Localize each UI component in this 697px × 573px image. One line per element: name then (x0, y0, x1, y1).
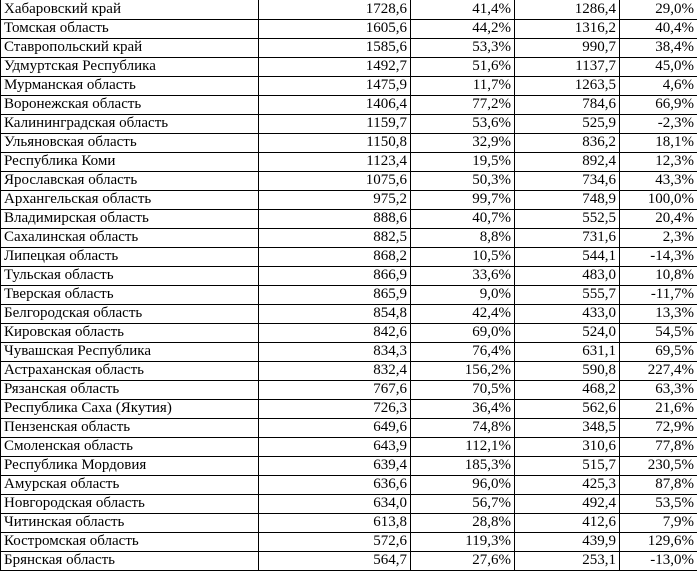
percent-1-cell: 99,7% (411, 190, 515, 209)
percent-1-cell: 76,4% (411, 342, 515, 361)
value-2-cell: 525,9 (515, 114, 620, 133)
percent-2-cell: 63,3% (620, 380, 697, 399)
value-2-cell: 412,6 (515, 513, 620, 532)
table-row (1, 38, 697, 57)
value-2-cell: 492,4 (515, 494, 620, 513)
table-row (1, 551, 697, 570)
percent-1-cell: 11,7% (411, 76, 515, 95)
table-row (1, 152, 697, 171)
percent-1-cell: 42,4% (411, 304, 515, 323)
percent-1-cell: 69,0% (411, 323, 515, 342)
value-2-cell: 310,6 (515, 437, 620, 456)
region-name-cell: Смоленская область (1, 437, 259, 456)
value-1-cell: 1605,6 (259, 19, 411, 38)
value-1-cell: 767,6 (259, 380, 411, 399)
region-name-cell: Владимирская область (1, 209, 259, 228)
value-2-cell: 524,0 (515, 323, 620, 342)
percent-1-cell: 33,6% (411, 266, 515, 285)
percent-2-cell: 18,1% (620, 133, 697, 152)
percent-1-cell: 44,2% (411, 19, 515, 38)
region-name-cell: Липецкая область (1, 247, 259, 266)
table-row (1, 418, 697, 437)
percent-1-cell: 32,9% (411, 133, 515, 152)
table-row (1, 266, 697, 285)
table-row (1, 95, 697, 114)
value-1-cell: 842,6 (259, 323, 411, 342)
percent-2-cell: -2,3% (620, 114, 697, 133)
value-2-cell: 892,4 (515, 152, 620, 171)
percent-1-cell: 41,4% (411, 0, 515, 19)
value-2-cell: 433,0 (515, 304, 620, 323)
table-row (1, 437, 697, 456)
percent-2-cell: -13,0% (620, 551, 697, 570)
region-name-cell: Кировская область (1, 323, 259, 342)
region-name-cell: Ставропольский край (1, 38, 259, 57)
region-name-cell: Ульяновская область (1, 133, 259, 152)
table-row (1, 171, 697, 190)
percent-2-cell: 66,9% (620, 95, 697, 114)
region-name-cell: Республика Саха (Якутия) (1, 399, 259, 418)
value-1-cell: 1492,7 (259, 57, 411, 76)
table-row (1, 513, 697, 532)
value-2-cell: 515,7 (515, 456, 620, 475)
region-name-cell: Белгородская область (1, 304, 259, 323)
percent-1-cell: 74,8% (411, 418, 515, 437)
table-row (1, 57, 697, 76)
region-name-cell: Хабаровский край (1, 0, 259, 19)
value-2-cell: 734,6 (515, 171, 620, 190)
percent-2-cell: 4,6% (620, 76, 697, 95)
region-name-cell: Пензенская область (1, 418, 259, 437)
table-row (1, 133, 697, 152)
percent-2-cell: 2,3% (620, 228, 697, 247)
percent-2-cell: 53,5% (620, 494, 697, 513)
percent-1-cell: 70,5% (411, 380, 515, 399)
value-2-cell: 631,1 (515, 342, 620, 361)
percent-2-cell: -11,7% (620, 285, 697, 304)
region-name-cell: Республика Мордовия (1, 456, 259, 475)
value-1-cell: 866,9 (259, 266, 411, 285)
percent-1-cell: 53,6% (411, 114, 515, 133)
region-name-cell: Новгородская область (1, 494, 259, 513)
percent-2-cell: 20,4% (620, 209, 697, 228)
value-2-cell: 544,1 (515, 247, 620, 266)
table-row (1, 0, 697, 19)
value-1-cell: 882,5 (259, 228, 411, 247)
percent-2-cell: 72,9% (620, 418, 697, 437)
percent-2-cell: 43,3% (620, 171, 697, 190)
value-1-cell: 639,4 (259, 456, 411, 475)
percent-2-cell: 87,8% (620, 475, 697, 494)
table-row (1, 361, 697, 380)
table-row (1, 399, 697, 418)
table-row (1, 532, 697, 551)
percent-2-cell: 38,4% (620, 38, 697, 57)
value-2-cell: 731,6 (515, 228, 620, 247)
percent-2-cell: 21,6% (620, 399, 697, 418)
percent-1-cell: 10,5% (411, 247, 515, 266)
region-name-cell: Ярославская область (1, 171, 259, 190)
region-name-cell: Тульская область (1, 266, 259, 285)
table-row (1, 380, 697, 399)
table-row (1, 76, 697, 95)
value-1-cell: 868,2 (259, 247, 411, 266)
percent-2-cell: 54,5% (620, 323, 697, 342)
region-name-cell: Рязанская область (1, 380, 259, 399)
value-2-cell: 468,2 (515, 380, 620, 399)
value-1-cell: 1406,4 (259, 95, 411, 114)
value-1-cell: 865,9 (259, 285, 411, 304)
table-row (1, 114, 697, 133)
value-2-cell: 552,5 (515, 209, 620, 228)
value-1-cell: 643,9 (259, 437, 411, 456)
value-2-cell: 562,6 (515, 399, 620, 418)
value-2-cell: 1137,7 (515, 57, 620, 76)
value-1-cell: 564,7 (259, 551, 411, 570)
value-2-cell: 348,5 (515, 418, 620, 437)
percent-2-cell: 29,0% (620, 0, 697, 19)
table-row (1, 228, 697, 247)
table-row (1, 209, 697, 228)
value-1-cell: 1123,4 (259, 152, 411, 171)
table-row (1, 19, 697, 38)
percent-1-cell: 56,7% (411, 494, 515, 513)
value-1-cell: 975,2 (259, 190, 411, 209)
region-name-cell: Мурманская область (1, 76, 259, 95)
region-name-cell: Тверская область (1, 285, 259, 304)
percent-2-cell: 12,3% (620, 152, 697, 171)
region-name-cell: Томская область (1, 19, 259, 38)
percent-2-cell: 129,6% (620, 532, 697, 551)
value-1-cell: 1585,6 (259, 38, 411, 57)
region-name-cell: Воронежская область (1, 95, 259, 114)
table-row (1, 475, 697, 494)
value-1-cell: 834,3 (259, 342, 411, 361)
percent-2-cell: 7,9% (620, 513, 697, 532)
table-body (1, 0, 697, 570)
value-2-cell: 836,2 (515, 133, 620, 152)
value-1-cell: 1150,8 (259, 133, 411, 152)
value-1-cell: 832,4 (259, 361, 411, 380)
value-2-cell: 439,9 (515, 532, 620, 551)
value-2-cell: 748,9 (515, 190, 620, 209)
percent-1-cell: 77,2% (411, 95, 515, 114)
region-name-cell: Брянская область (1, 551, 259, 570)
value-1-cell: 572,6 (259, 532, 411, 551)
table-row (1, 494, 697, 513)
percent-2-cell: 13,3% (620, 304, 697, 323)
value-2-cell: 1263,5 (515, 76, 620, 95)
value-2-cell: 1316,2 (515, 19, 620, 38)
percent-1-cell: 51,6% (411, 57, 515, 76)
region-name-cell: Сахалинская область (1, 228, 259, 247)
percent-1-cell: 185,3% (411, 456, 515, 475)
percent-1-cell: 112,1% (411, 437, 515, 456)
region-name-cell: Республика Коми (1, 152, 259, 171)
region-name-cell: Костромская область (1, 532, 259, 551)
value-1-cell: 1475,9 (259, 76, 411, 95)
table-row (1, 304, 697, 323)
table-row (1, 247, 697, 266)
table-row (1, 342, 697, 361)
table-row (1, 285, 697, 304)
percent-1-cell: 96,0% (411, 475, 515, 494)
percent-1-cell: 53,3% (411, 38, 515, 57)
region-name-cell: Амурская область (1, 475, 259, 494)
value-2-cell: 990,7 (515, 38, 620, 57)
percent-1-cell: 8,8% (411, 228, 515, 247)
percent-1-cell: 156,2% (411, 361, 515, 380)
percent-1-cell: 9,0% (411, 285, 515, 304)
percent-1-cell: 119,3% (411, 532, 515, 551)
value-1-cell: 726,3 (259, 399, 411, 418)
value-1-cell: 1728,6 (259, 0, 411, 19)
percent-2-cell: 77,8% (620, 437, 697, 456)
value-1-cell: 613,8 (259, 513, 411, 532)
percent-2-cell: 69,5% (620, 342, 697, 361)
value-2-cell: 425,3 (515, 475, 620, 494)
percent-2-cell: 40,4% (620, 19, 697, 38)
value-2-cell: 784,6 (515, 95, 620, 114)
percent-2-cell: 227,4% (620, 361, 697, 380)
region-name-cell: Астраханская область (1, 361, 259, 380)
region-name-cell: Читинская область (1, 513, 259, 532)
region-name-cell: Чувашская Республика (1, 342, 259, 361)
percent-1-cell: 27,6% (411, 551, 515, 570)
percent-2-cell: -14,3% (620, 247, 697, 266)
value-2-cell: 253,1 (515, 551, 620, 570)
percent-2-cell: 45,0% (620, 57, 697, 76)
value-1-cell: 854,8 (259, 304, 411, 323)
percent-1-cell: 28,8% (411, 513, 515, 532)
table-row (1, 456, 697, 475)
value-2-cell: 483,0 (515, 266, 620, 285)
region-name-cell: Калининградская область (1, 114, 259, 133)
value-1-cell: 888,6 (259, 209, 411, 228)
percent-2-cell: 10,8% (620, 266, 697, 285)
value-1-cell: 649,6 (259, 418, 411, 437)
table-row (1, 190, 697, 209)
value-1-cell: 634,0 (259, 494, 411, 513)
value-1-cell: 1075,6 (259, 171, 411, 190)
region-name-cell: Удмуртская Республика (1, 57, 259, 76)
percent-1-cell: 40,7% (411, 209, 515, 228)
value-1-cell: 1159,7 (259, 114, 411, 133)
table-row (1, 323, 697, 342)
percent-1-cell: 50,3% (411, 171, 515, 190)
region-name-cell: Архангельская область (1, 190, 259, 209)
percent-2-cell: 100,0% (620, 190, 697, 209)
value-2-cell: 1286,4 (515, 0, 620, 19)
percent-1-cell: 36,4% (411, 399, 515, 418)
percent-1-cell: 19,5% (411, 152, 515, 171)
value-1-cell: 636,6 (259, 475, 411, 494)
value-2-cell: 590,8 (515, 361, 620, 380)
percent-2-cell: 230,5% (620, 456, 697, 475)
value-2-cell: 555,7 (515, 285, 620, 304)
